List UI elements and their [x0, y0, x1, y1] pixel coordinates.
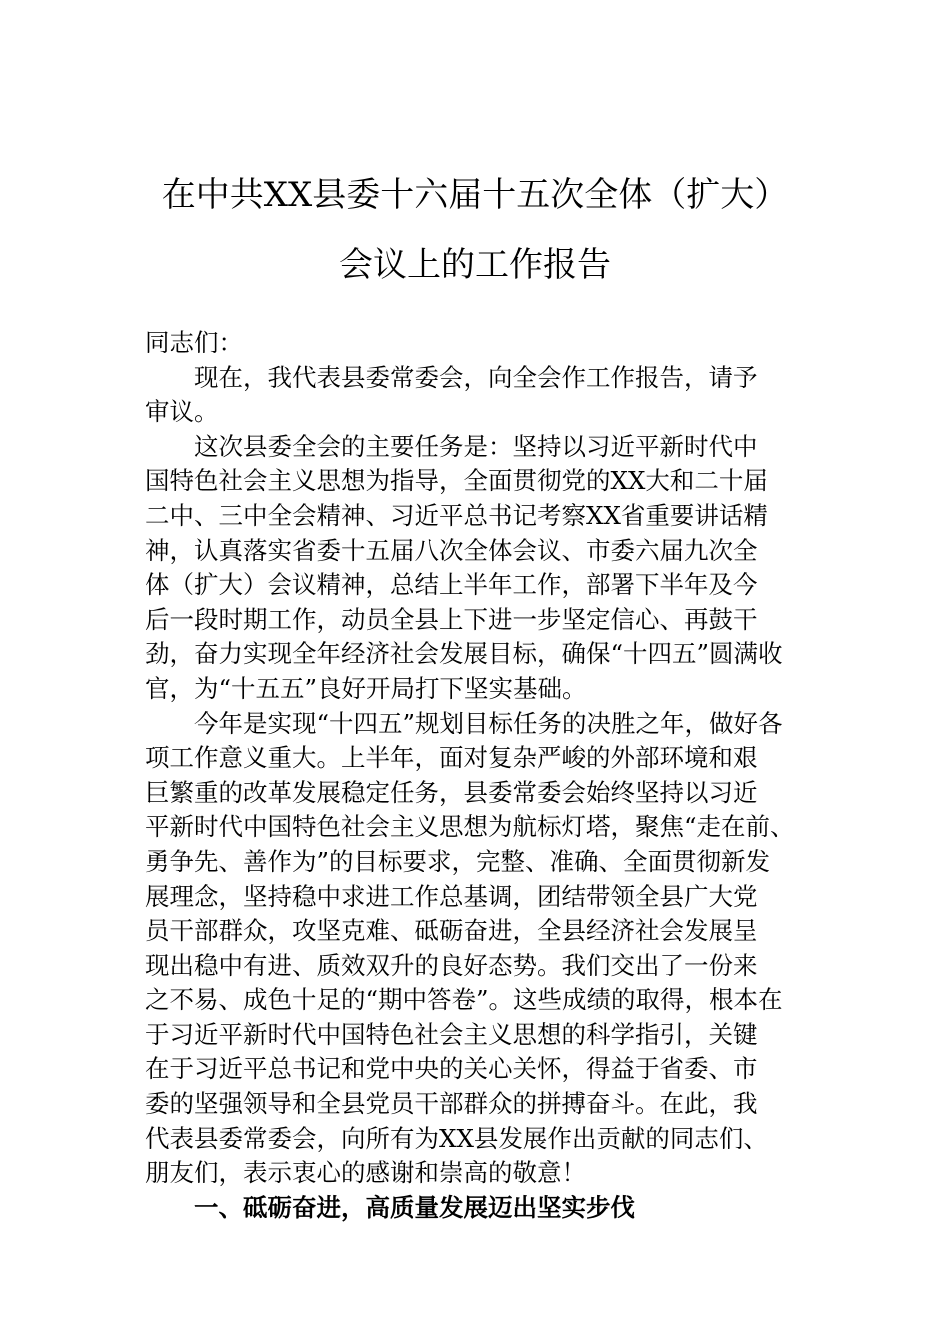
paragraph-line: 二中、三中全会精神、习近平总书记考察XX省重要讲话精: [145, 500, 768, 530]
document-title: [120, 160, 830, 300]
title-line-1: 在中共XX县委十六届十五次全体（扩大）: [161, 175, 789, 215]
paragraph-line: 勇争先、善作为”的目标要求，完整、准确、全面贯彻新发: [145, 846, 771, 876]
paragraph-line: 在于习近平总书记和党中央的关心关怀，得益于省委、市: [145, 1054, 758, 1084]
paragraph-line: 平新时代中国特色社会主义思想为航标灯塔，聚焦“走在前、: [145, 812, 795, 842]
paragraph-line: 代表县委常委会，向所有为XX县发展作出贡献的同志们、: [145, 1123, 768, 1153]
salutation: 同志们：: [145, 328, 243, 357]
paragraph-line: 官，为“十五五”良好开局打下坚实基础。: [145, 673, 587, 703]
paragraph-line: 这次县委全会的主要任务是：坚持以习近平新时代中: [194, 431, 758, 461]
paragraph-line: 现出稳中有进、质效双升的良好态势。我们交出了一份来: [145, 950, 758, 980]
paragraph-line: 审议。: [145, 397, 219, 427]
paragraph-line: 国特色社会主义思想为指导，全面贯彻党的XX大和二十届: [145, 466, 768, 496]
paragraph-line: 员干部群众，攻坚克难、砥砺奋进，全县经济社会发展呈: [145, 916, 758, 946]
paragraph-line: 之不易、成色十足的“期中答卷”。这些成绩的取得，根本在: [145, 985, 783, 1015]
title-line-2: 会议上的工作报告: [339, 245, 611, 285]
paragraph-line: 委的坚强领导和全县党员干部群众的拼搏奋斗。在此，我: [145, 1089, 758, 1119]
paragraph-line: 今年是实现“十四五”规划目标任务的决胜之年，做好各: [194, 708, 783, 738]
paragraph-line: 神，认真落实省委十五届八次全体会议、市委六届九次全: [145, 535, 758, 565]
paragraph-line: 巨繁重的改革发展稳定任务，县委常委会始终坚持以习近: [145, 777, 758, 807]
paragraph-line: 现在，我代表县委常委会，向全会作工作报告，请予: [194, 362, 758, 392]
section-heading: 一、砥砺奋进，高质量发展迈出坚实步伐: [194, 1192, 635, 1222]
paragraph-line: 项工作意义重大。上半年，面对复杂严峻的外部环境和艰: [145, 743, 758, 773]
paragraph-line: 后一段时期工作，动员全县上下进一步坚定信心、再鼓干: [145, 604, 758, 634]
paragraph-line: 展理念，坚持稳中求进工作总基调，团结带领全县广大党: [145, 881, 758, 911]
paragraph-line: 朋友们，表示衷心的感谢和崇高的敬意！: [145, 1158, 586, 1188]
paragraph-line: 劲，奋力实现全年经济社会发展目标，确保“十四五”圆满收: [145, 639, 783, 669]
paragraph-line: 体（扩大）会议精神，总结上半年工作，部署下半年及今: [145, 570, 758, 600]
paragraph-line: 于习近平新时代中国特色社会主义思想的科学指引，关键: [145, 1019, 758, 1049]
document-body: [145, 326, 805, 1225]
